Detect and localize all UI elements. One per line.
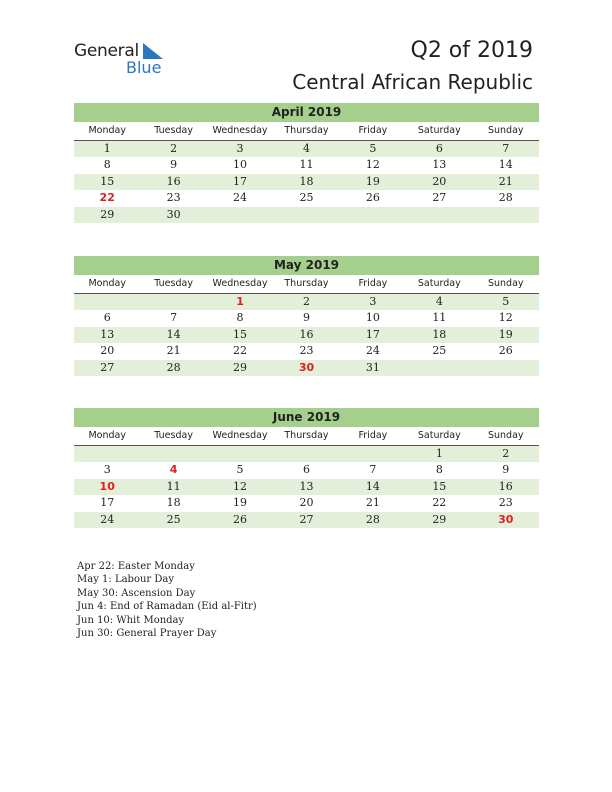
day-cell: 5 <box>369 142 377 155</box>
weekday-label: Friday <box>358 430 388 441</box>
general-blue-logo <box>74 41 174 77</box>
day-cell: 28 <box>365 512 380 526</box>
day-cell: 19 <box>498 327 513 341</box>
weekday-label: Thursday <box>284 430 329 441</box>
week-row <box>74 141 539 157</box>
day-cell: 23 <box>498 496 513 510</box>
weekday-label: Monday <box>88 278 126 289</box>
day-cell: 17 <box>233 174 248 188</box>
day-cell: 6 <box>103 311 111 325</box>
weekday-header-row <box>74 122 539 141</box>
day-cell: 12 <box>498 311 513 325</box>
day-cell: 14 <box>365 479 380 493</box>
holiday-day-cell: 30 <box>298 360 315 374</box>
week-row <box>74 157 539 173</box>
day-cell: 26 <box>365 191 380 205</box>
week-row <box>74 207 539 223</box>
day-cell: 28 <box>166 360 181 374</box>
week-row <box>74 446 539 462</box>
day-cell: 11 <box>299 158 314 172</box>
day-cell: 30 <box>166 207 181 221</box>
week-row <box>74 495 539 511</box>
day-cell: 29 <box>100 207 115 221</box>
weekday-label: Thursday <box>284 125 329 136</box>
day-cell: 27 <box>299 512 314 526</box>
day-cell: 16 <box>299 327 314 341</box>
week-row <box>74 479 539 495</box>
day-cell: 18 <box>166 496 181 510</box>
weekday-label: Sunday <box>487 125 524 136</box>
weekday-label: Thursday <box>284 278 329 289</box>
day-cell <box>140 446 206 462</box>
day-cell: 2 <box>302 295 310 308</box>
day-cell: 5 <box>502 295 510 308</box>
week-row <box>74 174 539 190</box>
holiday-day-cell: 22 <box>99 191 115 205</box>
day-cell: 26 <box>498 344 513 358</box>
day-cell: 1 <box>103 142 111 155</box>
day-cell: 12 <box>233 479 248 493</box>
holiday-day-cell: 30 <box>498 512 514 526</box>
weekday-label: Wednesday <box>212 125 268 136</box>
day-cell: 21 <box>166 344 181 358</box>
day-cell: 24 <box>233 191 248 205</box>
week-row <box>74 360 539 376</box>
day-cell: 15 <box>432 479 447 493</box>
holiday-note: Apr 22: Easter Monday <box>77 561 195 572</box>
day-cell: 1 <box>435 447 443 460</box>
day-cell: 3 <box>369 295 377 308</box>
weekday-label: Saturday <box>417 278 461 289</box>
day-cell: 22 <box>233 344 248 358</box>
day-cell <box>473 360 539 376</box>
day-cell: 15 <box>100 174 115 188</box>
day-cell: 31 <box>365 360 380 374</box>
day-cell: 8 <box>103 158 111 172</box>
day-cell: 5 <box>236 463 244 477</box>
day-cell: 22 <box>432 496 447 510</box>
week-row <box>74 512 539 528</box>
day-cell: 11 <box>166 479 181 493</box>
day-cell: 8 <box>236 311 244 325</box>
day-cell <box>340 207 406 223</box>
weekday-label: Saturday <box>417 430 461 441</box>
day-cell: 6 <box>302 463 310 477</box>
day-cell: 3 <box>103 463 111 477</box>
month-calendar <box>74 408 539 528</box>
holiday-day-cell: 4 <box>169 463 178 477</box>
holiday-note: Jun 4: End of Ramadan (Eid al-Fitr) <box>77 601 257 613</box>
day-cell: 2 <box>170 142 178 155</box>
day-cell: 23 <box>166 191 181 205</box>
holiday-note: Jun 30: General Prayer Day <box>77 628 217 640</box>
day-cell: 27 <box>432 191 447 205</box>
day-cell: 20 <box>299 496 314 510</box>
weekday-label: Wednesday <box>212 278 268 289</box>
day-cell <box>406 207 472 223</box>
weekday-header-row <box>74 275 539 294</box>
day-cell: 13 <box>432 158 447 172</box>
week-row <box>74 310 539 326</box>
day-cell: 9 <box>502 463 510 477</box>
week-row <box>74 462 539 478</box>
day-cell: 18 <box>432 327 447 341</box>
day-cell: 15 <box>233 327 248 341</box>
day-cell: 7 <box>369 463 377 477</box>
day-cell: 28 <box>498 191 513 205</box>
day-cell: 19 <box>233 496 248 510</box>
day-cell: 17 <box>100 496 115 510</box>
day-cell <box>473 207 539 223</box>
day-cell <box>273 446 339 462</box>
country-name: Central African Republic <box>292 70 533 94</box>
day-cell: 25 <box>166 512 181 526</box>
day-cell: 11 <box>432 311 447 325</box>
weekday-label: Tuesday <box>154 430 193 441</box>
day-cell: 4 <box>302 142 310 155</box>
day-cell <box>273 207 339 223</box>
day-cell: 25 <box>432 344 447 358</box>
day-cell: 20 <box>432 174 447 188</box>
weekday-label: Friday <box>358 125 388 136</box>
day-cell <box>340 446 406 462</box>
weekday-label: Monday <box>88 125 126 136</box>
page-title: Q2 of 2019 <box>410 38 533 63</box>
day-cell: 20 <box>100 344 115 358</box>
day-cell: 19 <box>365 174 380 188</box>
weekday-label: Tuesday <box>154 125 193 136</box>
week-row <box>74 327 539 343</box>
holiday-day-cell: 10 <box>99 479 115 493</box>
holiday-note: May 1: Labour Day <box>77 574 174 586</box>
day-cell: 29 <box>233 360 248 374</box>
day-cell <box>140 294 206 310</box>
month-calendar <box>74 103 539 223</box>
day-cell <box>74 446 140 462</box>
weekday-label: Sunday <box>487 430 524 441</box>
weekday-label: Sunday <box>487 278 524 289</box>
weekday-label: Saturday <box>417 125 461 136</box>
day-cell: 18 <box>299 174 314 188</box>
logo-blue-text: Blue <box>126 58 162 77</box>
month-title: June 2019 <box>74 408 539 427</box>
weekday-label: Friday <box>358 278 388 289</box>
day-cell: 29 <box>432 512 447 526</box>
logo-general-text: General <box>74 41 139 61</box>
day-cell: 27 <box>100 360 115 374</box>
holiday-note: Jun 10: Whit Monday <box>77 614 185 626</box>
day-cell: 13 <box>100 327 115 341</box>
holiday-day-cell: 1 <box>236 295 244 308</box>
holiday-note: May 30: Ascension Day <box>77 587 196 599</box>
day-cell: 9 <box>170 158 178 172</box>
month-calendar <box>74 256 539 376</box>
holiday-notes <box>77 560 257 640</box>
day-cell: 25 <box>299 191 314 205</box>
day-cell <box>406 360 472 376</box>
day-cell: 7 <box>502 142 510 155</box>
day-cell: 17 <box>365 327 380 341</box>
day-cell: 8 <box>435 463 443 477</box>
day-cell: 14 <box>166 327 181 341</box>
weekday-header-row <box>74 427 539 446</box>
week-row <box>74 294 539 310</box>
day-cell: 16 <box>166 174 181 188</box>
day-cell <box>207 446 273 462</box>
day-cell: 12 <box>365 158 380 172</box>
day-cell: 21 <box>365 496 380 510</box>
day-cell: 10 <box>365 311 380 325</box>
day-cell <box>207 207 273 223</box>
week-row <box>74 343 539 359</box>
day-cell: 14 <box>498 158 513 172</box>
day-cell: 3 <box>236 142 244 155</box>
weekday-label: Monday <box>88 430 126 441</box>
day-cell: 26 <box>233 512 248 526</box>
day-cell: 21 <box>498 174 513 188</box>
day-cell: 16 <box>498 479 513 493</box>
day-cell: 4 <box>435 295 443 308</box>
day-cell <box>74 294 140 310</box>
day-cell: 9 <box>302 311 310 325</box>
day-cell: 10 <box>233 158 248 172</box>
day-cell: 6 <box>435 142 443 155</box>
weekday-label: Tuesday <box>154 278 193 289</box>
day-cell: 13 <box>299 479 314 493</box>
weekday-label: Wednesday <box>212 430 268 441</box>
day-cell: 7 <box>170 311 178 325</box>
day-cell: 24 <box>365 344 380 358</box>
day-cell: 24 <box>100 512 115 526</box>
month-title: April 2019 <box>74 103 539 122</box>
week-row <box>74 190 539 206</box>
day-cell: 23 <box>299 344 314 358</box>
day-cell: 2 <box>502 447 510 460</box>
month-title: May 2019 <box>74 256 539 275</box>
